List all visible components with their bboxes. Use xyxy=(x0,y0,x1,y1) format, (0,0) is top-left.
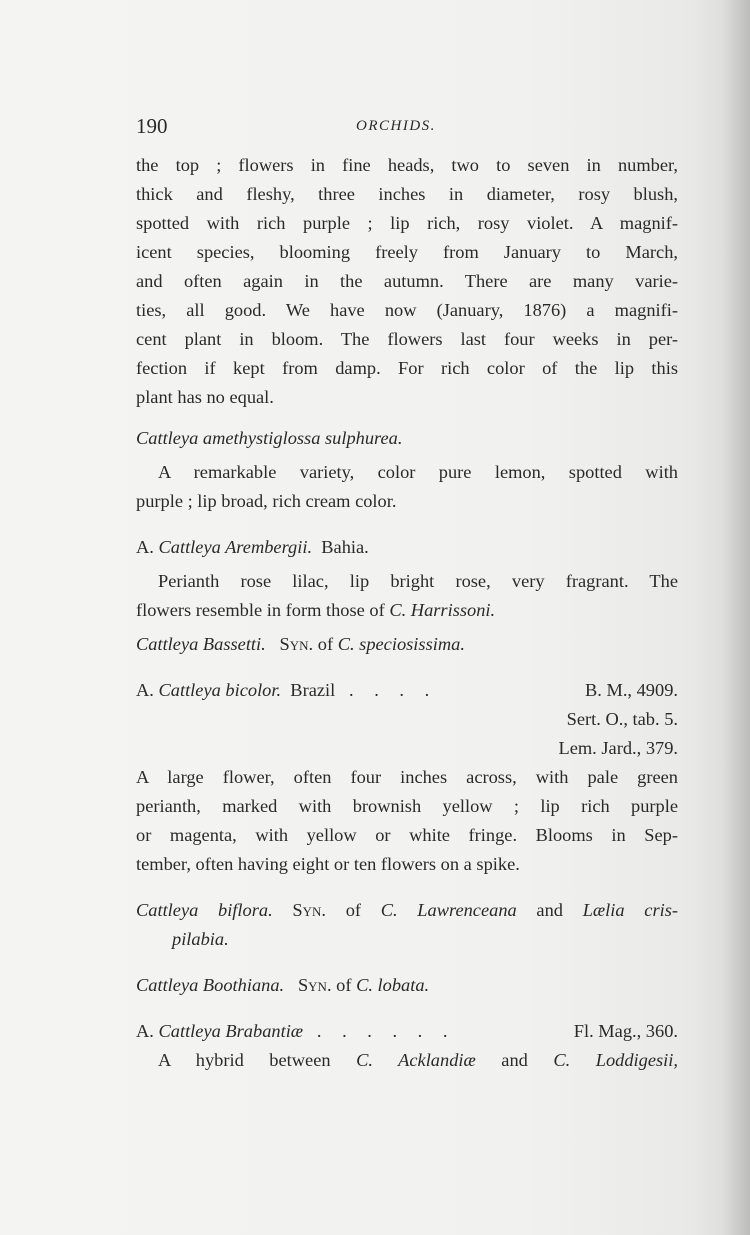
text-span: and xyxy=(536,900,563,920)
page-number: 190 xyxy=(136,114,168,138)
entry-heading xyxy=(136,533,678,562)
species-reference: pilabia. xyxy=(172,929,229,949)
species-reference: C. Loddigesii, xyxy=(553,1050,678,1070)
species-reference: C. Harrissoni. xyxy=(389,600,496,620)
page-header xyxy=(136,114,678,144)
entry-prefix: A. xyxy=(136,680,154,700)
text-span: flowers resemble in form those of xyxy=(136,600,385,620)
entry-boothiana xyxy=(136,971,678,1000)
text-span: of xyxy=(317,634,334,654)
species-name: Cattleya Bassetti. xyxy=(136,634,266,654)
species-name: Cattleya amethystiglossa sulphurea. xyxy=(136,428,403,448)
entry-amethystiglossa xyxy=(136,424,678,516)
entry-heading xyxy=(136,971,678,1000)
text-span: and xyxy=(501,1050,528,1070)
text-line: and often again in the autumn. There are many varie- xyxy=(136,271,678,291)
species-reference: C. speciosissima. xyxy=(337,634,465,654)
entry-brabantiae xyxy=(136,1017,678,1075)
entry-arembergii xyxy=(136,533,678,625)
continued-paragraph xyxy=(136,151,678,412)
text-line xyxy=(136,925,678,954)
entry-heading xyxy=(136,896,678,925)
entry-prefix: A. xyxy=(136,1021,154,1041)
text-line: purple ; lip broad, rich cream color. xyxy=(136,491,397,511)
text-line xyxy=(136,596,678,625)
reference: Fl. Mag., 360. xyxy=(573,1021,678,1041)
species-name: Cattleya Boothiana. xyxy=(136,975,285,995)
species-name: Cattleya Arembergii. xyxy=(158,537,313,557)
page-edge-shadow xyxy=(722,0,750,1235)
entry-heading xyxy=(136,1017,678,1046)
reference: B. M., 4909. xyxy=(585,680,678,700)
locality: Brazil xyxy=(290,680,336,700)
text-line: A large flower, often four inches across, with pale green xyxy=(136,767,678,787)
text-line: thick and fleshy, three inches in diameter, rosy blush, xyxy=(136,184,678,204)
species-reference: C. Lawrenceana xyxy=(380,900,517,920)
leader-dots: . . . . xyxy=(349,680,438,700)
page-body xyxy=(136,151,678,1075)
text-line: A remarkable variety, color pure lemon, spotted with xyxy=(158,462,678,482)
entry-prefix: A. xyxy=(136,537,154,557)
text-line: ties, all good. We have now (January, 1876) a magnifi- xyxy=(136,300,678,320)
text-line: Perianth rose lilac, lip bright rose, very fragrant. The xyxy=(158,571,678,591)
text-line: perianth, marked with brownish yellow ; lip rich purple xyxy=(136,796,678,816)
text-line: fection if kept from damp. For rich color of the lip this xyxy=(136,358,678,378)
text-line: icent species, blooming freely from January to March, xyxy=(136,242,678,262)
entry-bicolor xyxy=(136,676,678,879)
species-reference: C. lobata. xyxy=(356,975,430,995)
synonym-label: Syn. xyxy=(297,975,332,995)
text-line: plant has no equal. xyxy=(136,387,274,407)
text-line: spotted with rich purple ; lip rich, rosy violet. A magnif- xyxy=(136,213,678,233)
text-line: tember, often having eight or ten flowers on a spike. xyxy=(136,854,520,874)
species-name: Cattleya Brabantiæ xyxy=(158,1021,304,1041)
synonym-label: Syn. xyxy=(292,900,326,920)
species-name: Cattleya biflora. xyxy=(136,900,273,920)
synonym-label: Syn. xyxy=(279,634,314,654)
reference: Lem. Jard., 379. xyxy=(558,738,678,758)
entry-biflora xyxy=(136,896,678,954)
leader-dots: . . . . . . xyxy=(316,1021,456,1041)
reference: Sert. O., tab. 5. xyxy=(566,709,678,729)
entry-heading xyxy=(136,424,678,453)
species-name: Cattleya bicolor. xyxy=(158,680,282,700)
species-reference: Lælia cris- xyxy=(582,900,678,920)
entry-heading xyxy=(136,676,678,705)
text-line: or magenta, with yellow or white fringe. Blooms in Sep- xyxy=(136,825,678,845)
species-reference: C. Acklandiæ xyxy=(356,1050,476,1070)
text-line xyxy=(136,1046,678,1075)
text-span: of xyxy=(345,900,362,920)
text-span: A hybrid between xyxy=(158,1050,331,1070)
entry-bassetti xyxy=(136,630,678,659)
text-span: of xyxy=(336,975,352,995)
text-line: cent plant in bloom. The flowers last four weeks in per- xyxy=(136,329,678,349)
text-line: the top ; flowers in fine heads, two to seven in number, xyxy=(136,155,678,175)
running-head: ORCHIDS. xyxy=(356,118,436,134)
entry-heading xyxy=(136,630,678,659)
locality: Bahia. xyxy=(321,537,369,557)
